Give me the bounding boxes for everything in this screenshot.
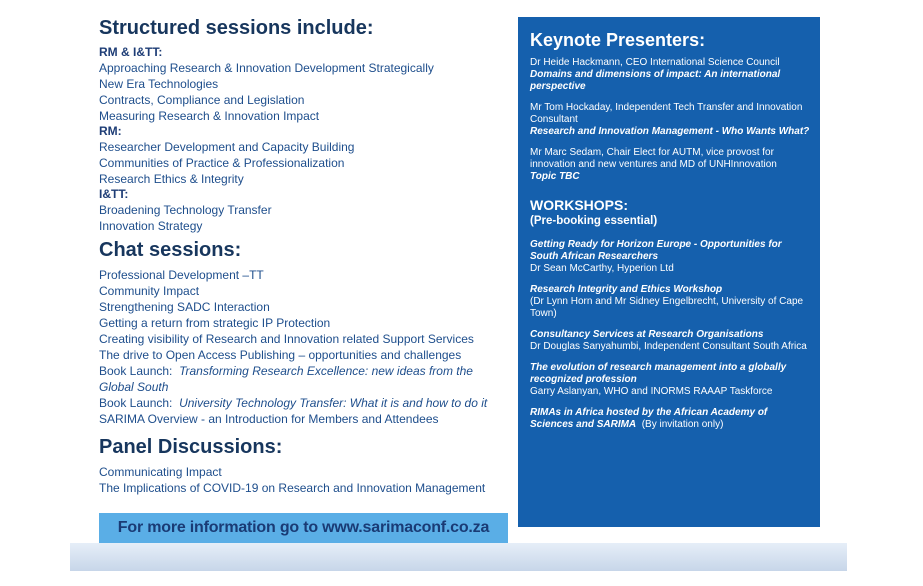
book-launch-1 — [99, 363, 509, 395]
book-launch-prefix: Book Launch: — [99, 396, 173, 410]
list-item: Researcher Development and Capacity Building — [99, 140, 355, 154]
book-launch-prefix: Book Launch: — [99, 364, 173, 378]
workshops-subheading: (Pre-booking essential) — [530, 215, 658, 227]
group-label: RM & I&TT: — [99, 45, 163, 59]
presenter-name: Mr Marc Sedam, Chair Elect for AUTM, vice provost for innovation and new ventures and MD of UNHInnovation — [530, 147, 777, 170]
book-launch-2 — [99, 395, 509, 411]
presenter-talk: Domains and dimensions of impact: An international perspective — [530, 69, 781, 92]
bottom-band — [70, 543, 847, 571]
workshop-last — [530, 407, 810, 431]
info-banner[interactable]: For more information go to www.sarimaconf.co.za — [99, 513, 508, 543]
list-item: Research Ethics & Integrity — [99, 172, 244, 186]
list-item: Getting a return from strategic IP Protection — [99, 316, 331, 330]
list-item: New Era Technologies — [99, 77, 219, 91]
workshop-title: Consultancy Services at Research Organisations — [530, 329, 764, 340]
list-item: Communities of Practice & Professionalization — [99, 156, 345, 170]
presenter-name: Mr Tom Hockaday, Independent Tech Transfer and Innovation Consultant — [530, 102, 803, 125]
keynote-heading: Keynote Presenters: — [530, 30, 706, 50]
list-item: Strengthening SADC Interaction — [99, 300, 270, 314]
workshop-title: Research Integrity and Ethics Workshop — [530, 284, 723, 295]
group-label: I&TT: — [99, 187, 129, 201]
list-item: Community Impact — [99, 284, 200, 298]
group-label: RM: — [99, 124, 122, 138]
left-column — [99, 16, 509, 496]
workshops-heading: WORKSHOPS: — [530, 197, 628, 213]
structured-heading: Structured sessions include: — [99, 17, 374, 39]
book-launch-title: University Technology Transfer: What it is and how to do it — [179, 396, 488, 410]
list-item: Broadening Technology Transfer — [99, 203, 272, 217]
workshop-presenter: Dr Sean McCarthy, Hyperion Ltd — [530, 263, 674, 274]
chat-heading: Chat sessions: — [99, 239, 242, 261]
workshop-presenter: Garry Aslanyan, WHO and INORMS RAAAP Taskforce — [530, 386, 773, 397]
workshop-presenter: Dr Douglas Sanyahumbi, Independent Consultant South Africa — [530, 341, 807, 352]
list-item: Creating visibility of Research and Innovation related Support Services — [99, 332, 474, 346]
book-launch-title: Transforming Research Excellence: new ideas from the Global South — [99, 364, 473, 394]
presenter-talk: Topic TBC — [530, 171, 580, 182]
workshop-title: The evolution of research management into a globally recognized profession — [530, 362, 787, 385]
list-item: Innovation Strategy — [99, 219, 203, 233]
list-item: SARIMA Overview - an Introduction for Members and Attendees — [99, 412, 439, 426]
list-item: The Implications of COVID-19 on Research and Innovation Management — [99, 481, 486, 495]
list-item: Communicating Impact — [99, 465, 222, 479]
workshop-title: Getting Ready for Horizon Europe - Opportunities for South African Researchers — [530, 239, 782, 262]
workshop-presenter: (Dr Lynn Horn and Mr Sidney Engelbrecht, University of Cape Town) — [530, 296, 804, 319]
list-item: The drive to Open Access Publishing – opportunities and challenges — [99, 348, 462, 362]
keynote-panel — [518, 17, 820, 527]
presenter-name: Dr Heide Hackmann, CEO International Science Council — [530, 57, 780, 68]
list-item: Measuring Research & Innovation Impact — [99, 109, 320, 123]
presenter-talk: Research and Innovation Management - Who Wants What? — [530, 126, 810, 137]
workshop-title: RIMAs in Africa hosted by the African Academy of Sciences and SARIMA — [530, 407, 768, 430]
list-item: Professional Development –TT — [99, 268, 264, 282]
list-item: Contracts, Compliance and Legislation — [99, 93, 305, 107]
list-item: Approaching Research & Innovation Development Strategically — [99, 61, 434, 75]
panel-heading: Panel Discussions: — [99, 436, 283, 458]
workshop-note: (By invitation only) — [641, 419, 724, 430]
